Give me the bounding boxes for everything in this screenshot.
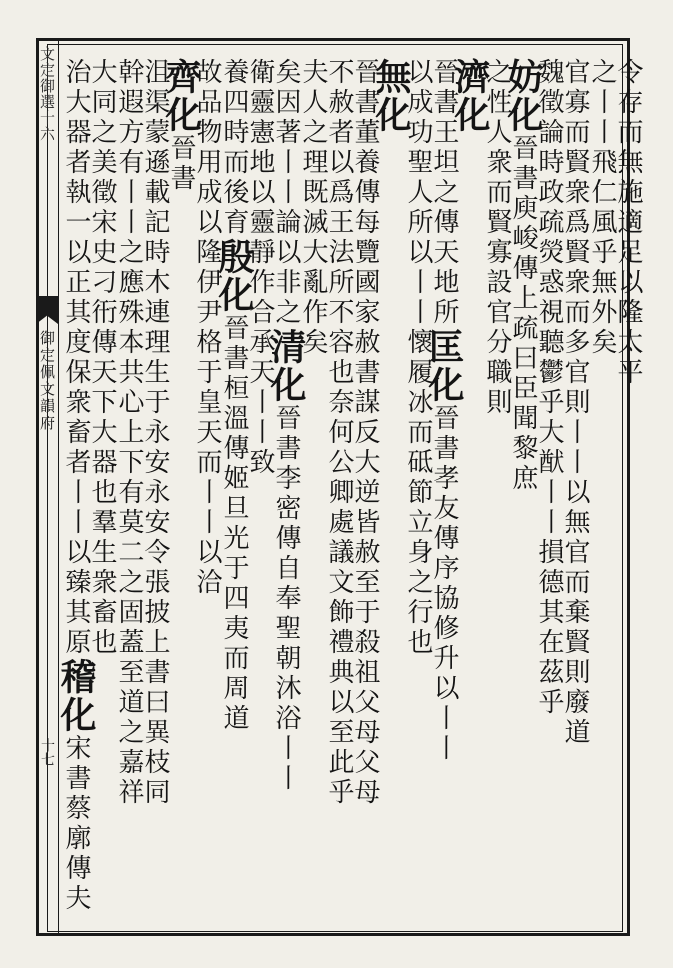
column-text: 治大器者執一以正其度保衆畜者丨丨以臻其原 <box>61 58 91 658</box>
margin-top-text: 文定御選十六 <box>38 46 56 142</box>
column-text: 以成功聖人所以丨丨 <box>403 58 433 328</box>
entry-heading: 濟化 <box>449 58 491 134</box>
entry-heading: 稽化 <box>55 658 97 734</box>
column-text: 矣因著丨丨論以非之 <box>271 58 301 328</box>
entry-heading: 無化 <box>370 58 412 134</box>
entry-heading: 清化 <box>265 328 307 404</box>
text-column <box>55 58 97 928</box>
entry-heading: 妨化 <box>502 58 544 134</box>
entry-heading: 齊化 <box>160 58 202 134</box>
book-title: 御定佩文韻府 <box>38 330 56 432</box>
page-number: 十七 <box>39 738 55 766</box>
column-text: 晉書董養傳每覽國家赦書謀反大逆皆赦至于殺祖父母父母 <box>350 58 380 808</box>
entry-heading: 殷化 <box>213 238 255 314</box>
column-text: 官寡而賢衆爲賢衆而多官則丨丨以無官而棄賢則廢道 <box>560 58 590 748</box>
column-text: 夫人之理既滅大亂作矣 <box>298 58 328 358</box>
column-text: 晉書孝友傳序協修升以丨丨 <box>429 404 459 764</box>
column-text: 衛靈憲地以靈靜作合承天丨丨致 <box>245 58 275 478</box>
column-text: 宋書蔡廓傳夫 <box>61 734 91 914</box>
column-text: 晉書桓溫傳姬旦光于四夷而周道 <box>219 314 249 734</box>
entry-heading: 匡化 <box>423 328 465 404</box>
column-text: 魏徵論時政疏熒惑視聽鬱乎大猷丨丨損德其在茲乎 <box>534 58 564 718</box>
column-text: 令存而無施適足以隆太平 <box>613 58 643 388</box>
column-text: 幹遐方有丨丨之應殊本共心上下有莫二之固蓋至道之嘉祥 <box>114 58 144 808</box>
column-text: 之性人衆而賢寡設官分職則 <box>482 58 512 418</box>
column-text: 大同之美徵宋史刁衎傳天下大器也羣生衆畜也 <box>87 58 117 658</box>
column-text: 之丨丨飛仁風乎無外矣 <box>587 58 617 358</box>
column-text: 不赦者以爲王法所不容也奈何公卿處議文飾禮典以至此乎 <box>324 58 354 808</box>
column-text: 以隆伊尹格于皇天而丨丨以洽 <box>192 208 222 598</box>
column-text: 沮渠蒙遜載記時木連理生于永安永安令張披上書曰異枝同 <box>140 58 170 808</box>
column-text: 養四時而後育 <box>219 58 249 238</box>
column-text: 故品物用成 <box>192 58 222 208</box>
margin-strip <box>36 38 59 936</box>
column-text: 晉書庾峻傳上疏曰臣聞黎庶 <box>508 134 538 494</box>
column-text: 晉書王坦之傳天地所 <box>429 58 459 328</box>
column-text: 晉書 <box>166 134 196 194</box>
column-text: 懷履冰而砥節立身之行也 <box>403 328 433 658</box>
column-text: 晉書李密傳自奉聖朝沐浴丨丨 <box>271 404 301 794</box>
